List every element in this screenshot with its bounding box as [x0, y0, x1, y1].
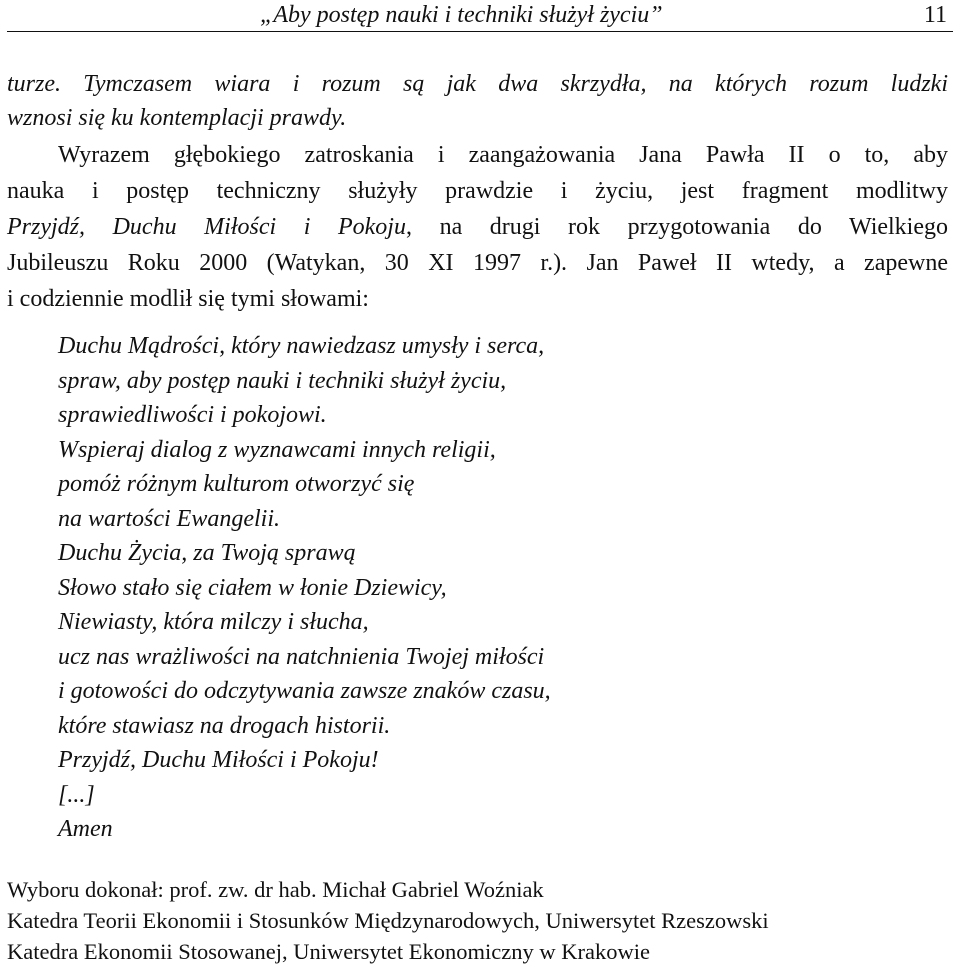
paragraph-2-line-3-rest: , na drugi rok przygotowania do Wielkiego — [405, 214, 948, 240]
prayer-line: spraw, aby postęp nauki i techniki służył życiu, — [58, 367, 507, 394]
affiliation-1: Katedra Teorii Ekonomii i Stosunków Międzynarodowych, Uniwersytet Rzeszowski — [7, 908, 769, 933]
page-number: 11 — [923, 2, 947, 28]
prayer-line: ucz nas wrażliwości na natchnienia Twojej miłości — [58, 643, 545, 670]
selected-by: Wyboru dokonał: prof. zw. dr hab. Michał Gabriel Woźniak — [7, 877, 544, 902]
prayer-line: Wspieraj dialog z wyznawcami innych religii, — [58, 436, 496, 463]
prayer-line: Słowo stało się ciałem w łonie Dziewicy, — [58, 574, 447, 601]
prayer-line: i gotowości do odczytywania zawsze znaków czasu, — [58, 678, 551, 704]
prayer-line: Amen — [58, 816, 113, 842]
prayer-line: które stawiasz na drogach historii. — [58, 712, 391, 739]
prayer-title-reference: Przyjdź, Duchu Miłości i Pokoju — [7, 214, 406, 240]
prayer-line: pomóż różnym kulturom otworzyć się — [58, 471, 415, 497]
paragraph-2-line-2: nauka i postęp techniczny służyły prawdzie i życiu, jest fragment modlitwy — [7, 178, 948, 204]
prayer-line: Duchu Życia, za Twoją sprawą — [58, 540, 356, 566]
paragraph-2-line-4: Jubileuszu Roku 2000 (Watykan, 30 XI 1997 r.). Jan Paweł II wtedy, a zapewne — [7, 250, 948, 276]
prayer-line: Niewiasty, która milczy i słucha, — [58, 609, 369, 635]
running-header — [7, 0, 953, 32]
prayer-line: Przyjdź, Duchu Miłości i Pokoju! — [58, 747, 379, 773]
prayer-line: [...] — [58, 781, 95, 808]
running-title: „Aby postęp nauki i techniki służył życiu” — [260, 2, 663, 28]
paragraph-2-line-1: Wyrazem głębokiego zatroskania i zaangażowania Jana Pawła II o to, aby — [58, 142, 948, 168]
prayer-line: na wartości Ewangelii. — [58, 505, 280, 532]
prayer-line: Duchu Mądrości, który nawiedzasz umysły i serca, — [58, 333, 545, 359]
document-page — [7, 0, 953, 970]
paragraph-1-line-2: wznosi się ku kontemplacji prawdy. — [7, 105, 347, 131]
paragraph-2-line-5: i codziennie modlił się tymi słowami: — [7, 286, 369, 312]
affiliation-2: Katedra Ekonomii Stosowanej, Uniwersytet Ekonomiczny w Krakowie — [7, 939, 650, 964]
prayer-line: sprawiedliwości i pokojowi. — [58, 402, 327, 428]
paragraph-1-line-1: turze. Tymczasem wiara i rozum są jak dwa skrzydła, na których rozum ludzki — [7, 71, 948, 97]
paragraph-2-line-3 — [7, 212, 948, 242]
prayer-text — [58, 329, 551, 847]
